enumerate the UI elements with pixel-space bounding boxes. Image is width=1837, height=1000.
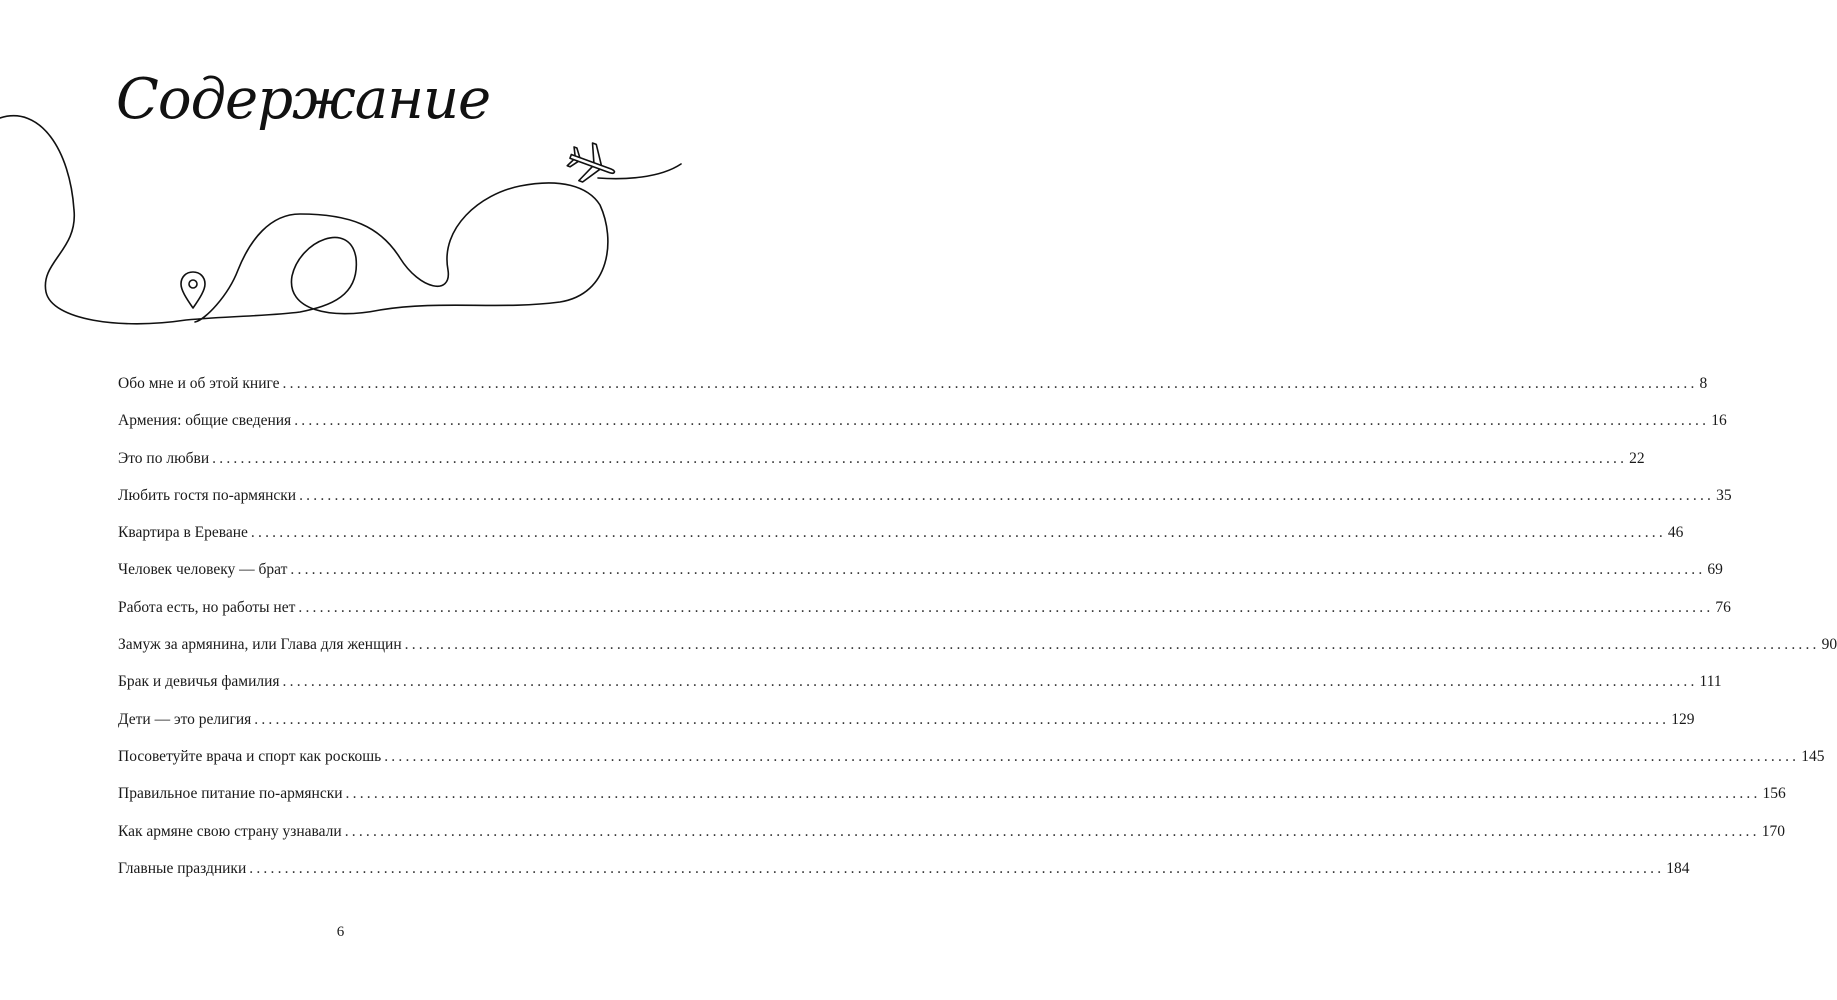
toc-leader-dots: ........................................................................................................................................................................................................	[250, 524, 1666, 542]
toc-leader-dots: ........................................................................................................................................................................................................	[298, 598, 1714, 616]
toc-entry[interactable]	[118, 598, 1731, 637]
page-number: 6	[336, 924, 345, 940]
toc-entry-title: Армения: общие сведения	[118, 412, 292, 430]
toc-leader-dots: ........................................................................................................................................................................................................	[404, 636, 1820, 654]
toc-entry-title: Человек человеку — брат	[118, 561, 288, 579]
toc-entry-page: 156	[1762, 785, 1786, 803]
toc-entry-page: 90	[1821, 636, 1837, 654]
toc-leader-dots: ........................................................................................................................................................................................................	[344, 822, 1760, 840]
toc-leader-dots: ........................................................................................................................................................................................................	[282, 375, 1698, 392]
toc-entry[interactable]	[118, 673, 1722, 711]
toc-entry[interactable]	[118, 747, 1825, 786]
toc-entry-title: Это по любви	[118, 449, 210, 467]
toc-entry-title: Главные праздники	[118, 859, 247, 877]
toc-entry[interactable]	[118, 859, 1690, 898]
toc-leader-dots: ........................................................................................................................................................................................................	[290, 561, 1706, 579]
toc-entry-title: Обо мне и об этой книге	[118, 375, 280, 392]
toc-entry-page: 8	[1699, 375, 1708, 392]
toc-entry-title: Посоветуйте врача и спорт как роскошь	[118, 747, 382, 765]
toc-entry[interactable]	[118, 710, 1695, 749]
airplane-icon	[564, 138, 621, 191]
toc-entry[interactable]	[118, 449, 1645, 488]
toc-entry-title: Правильное питание по-армянски	[118, 785, 343, 803]
toc-entry[interactable]	[118, 822, 1785, 861]
toc-entry[interactable]	[118, 412, 1727, 450]
toc-entry[interactable]	[118, 375, 1708, 413]
toc-leader-dots: ........................................................................................................................................................................................................	[299, 486, 1715, 504]
toc-entry-title: Брак и девичья фамилия	[118, 673, 280, 691]
toc-entry-page: 35	[1716, 486, 1732, 504]
toc-leader-dots: ........................................................................................................................................................................................................	[212, 449, 1628, 467]
toc-entry-page: 111	[1699, 673, 1722, 691]
toc-entry-title: Дети — это религия	[118, 710, 252, 728]
flight-path-tail	[598, 164, 681, 179]
location-pin-icon	[181, 272, 205, 308]
table-of-contents	[118, 375, 1837, 898]
flight-path-illustration	[0, 0, 681, 360]
toc-leader-dots: ........................................................................................................................................................................................................	[254, 710, 1670, 728]
toc-entry-title: Замуж за армянина, или Глава для женщин	[118, 636, 402, 654]
toc-entry[interactable]	[118, 524, 1684, 562]
toc-entry[interactable]	[118, 486, 1732, 525]
toc-entry-title: Любить гостя по-армянски	[118, 486, 297, 504]
page-title: Содержание	[116, 67, 491, 132]
toc-entry-page: 129	[1671, 710, 1695, 728]
toc-entry-page: 145	[1801, 747, 1825, 765]
toc-entry-page: 69	[1707, 561, 1723, 579]
toc-entry-page: 16	[1711, 412, 1727, 430]
toc-entry-title: Работа есть, но работы нет	[118, 598, 296, 616]
toc-entry-page: 46	[1667, 524, 1684, 542]
toc-entry-title: Как армяне свою страну узнавали	[118, 822, 342, 840]
flight-path-line	[0, 116, 608, 324]
toc-entry-page: 76	[1715, 598, 1731, 616]
toc-entry-page: 184	[1666, 859, 1690, 877]
toc-entry-title: Квартира в Ереване	[118, 524, 248, 542]
toc-leader-dots: ........................................................................................................................................................................................................	[282, 673, 1698, 691]
toc-leader-dots: ........................................................................................................................................................................................................	[345, 785, 1761, 803]
toc-leader-dots: ........................................................................................................................................................................................................	[249, 859, 1665, 877]
toc-entry[interactable]	[118, 636, 1837, 674]
toc-leader-dots: ........................................................................................................................................................................................................	[384, 747, 1800, 765]
toc-entry[interactable]	[118, 785, 1786, 823]
toc-entry[interactable]	[118, 561, 1723, 599]
toc-entry-page: 170	[1761, 822, 1785, 840]
toc-leader-dots: ........................................................................................................................................................................................................	[294, 412, 1710, 430]
toc-entry-page: 22	[1629, 449, 1645, 467]
